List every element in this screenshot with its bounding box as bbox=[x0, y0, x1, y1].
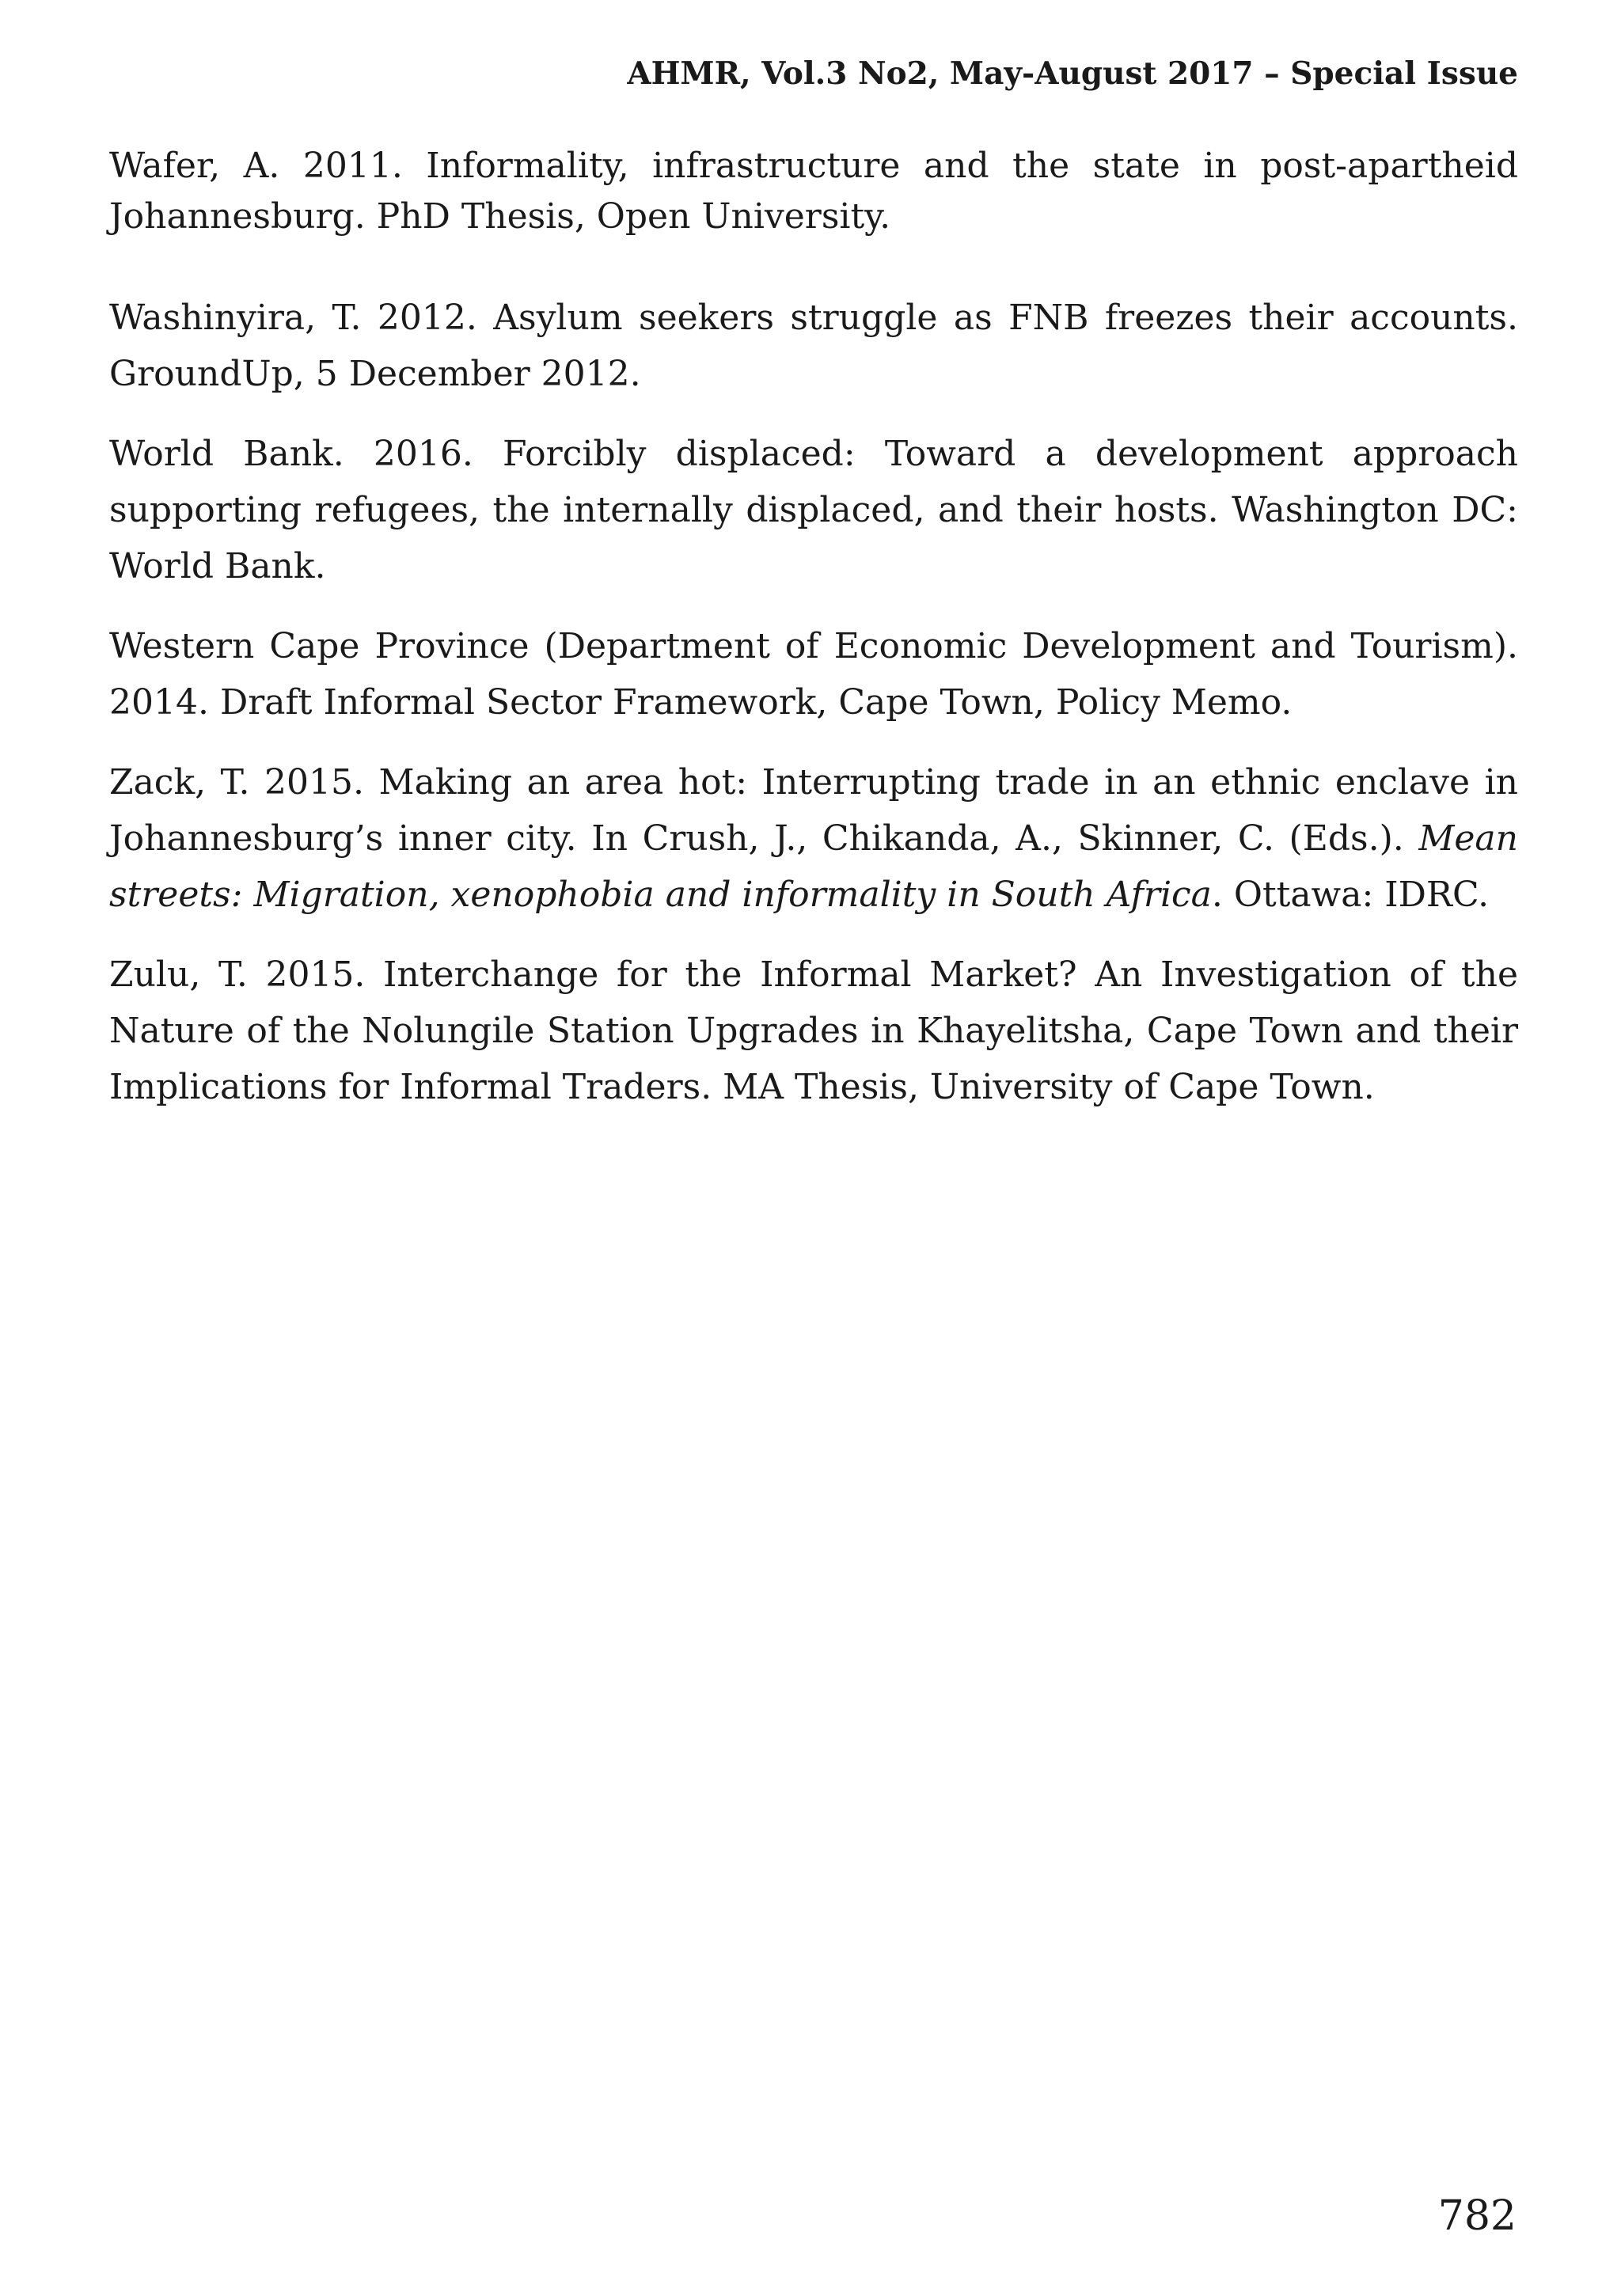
reference-list bbox=[109, 141, 1518, 1139]
reference-wafer-2011: Wafer, A. 2011. Informality, infrastructure and the state in post-apartheid Johannesburg. PhD Thesis, Open University. bbox=[109, 146, 1518, 237]
reference-zack-book-title: Mean streets: Migration, xenophobia and informality in South Africa bbox=[109, 818, 1518, 915]
running-header: AHMR, Vol.3 No2, May-August 2017 – Special Issue bbox=[627, 55, 1518, 92]
reference-world-bank-2016: World Bank. 2016. Forcibly displaced: Toward a development approach supporting refugees, the internally displaced, and their hosts. Washington DC: World Bank. bbox=[109, 434, 1518, 586]
reference-washinyira-2012: Washinyira, T. 2012. Asylum seekers struggle as FNB freezes their accounts. GroundUp, 5 December 2012. bbox=[109, 298, 1518, 394]
reference-zack-publisher: . Ottawa: IDRC. bbox=[1211, 875, 1490, 915]
page-number: 782 bbox=[1437, 2192, 1517, 2240]
reference-zulu-2015: Zulu, T. 2015. Interchange for the Informal Market? An Investigation of the Nature of the Nolungile Station Upgrades in Khayelitsha, Cape Town and their Implications for Informal Traders. MA Thesis, University of Cape Town. bbox=[109, 954, 1518, 1107]
reference-zack-2015 bbox=[109, 754, 1518, 923]
reference-zack-text: Zack, T. 2015. Making an area hot: Interrupting trade in an ethnic enclave in Johannesburg’s inner city. In Crush, J., Chikanda, A., Skinner, C. (Eds.). bbox=[109, 762, 1518, 859]
reference-western-cape-2014: Western Cape Province (Department of Economic Development and Tourism). 2014. Draft Informal Sector Framework, Cape Town, Policy Memo. bbox=[109, 626, 1518, 723]
